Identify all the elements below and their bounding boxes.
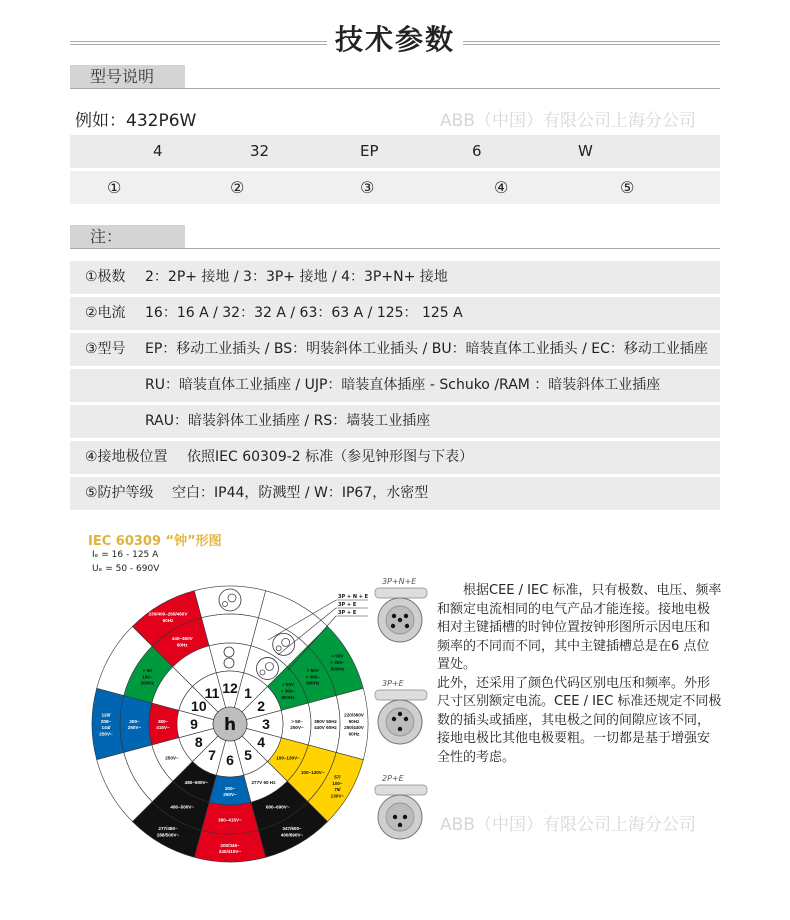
diagram-current: Iₑ = 16 - 125 A [92,550,159,560]
code-earth: 6 [472,142,482,160]
hour-number-8: 8 [194,734,203,750]
marker-4: ④ [494,178,509,197]
note-value: 空白：IP44，防溅型 / W：IP67，水密型 [172,485,429,501]
note-value: 16：16 A / 32：32 A / 63：63 A / 125： 125 A [145,305,463,321]
pin-icon [404,614,408,618]
sector-label: 347/600– 400/690V~ [280,826,304,838]
socket-lid-icon [375,588,427,598]
sector-label: 100–130V~ [300,769,325,775]
hour-number-11: 11 [204,684,220,701]
code-poles: 4 [153,142,163,160]
sector-label: > 50V > 300– 500Hz [280,682,296,700]
section-tab-notes: 注： [70,225,185,249]
pin-icon [393,815,397,819]
diagram-title: IEC 60309 “钟”形图 [88,534,222,549]
leader-label: 3P + N + E [338,594,369,600]
sector-label: 220/380V 50Hz 250/440V 60Hz [344,712,364,737]
pin-icon [398,823,402,827]
marker-2: ② [230,178,245,197]
clock-sector-h3-ring2 [308,696,340,753]
pin-icon [405,624,409,628]
marker-1: ① [107,178,122,197]
note-value: 依照IEC 60309-2 标准（参见钟形图与下表） [187,449,474,465]
hour-number-9: 9 [190,716,198,732]
model-example: 例如：432P6W [75,111,197,131]
hour-number-12: 12 [222,680,238,696]
code-type: EP [360,142,379,160]
pin-icon [403,815,407,819]
sector-label: > 50– 250V~ [290,718,304,731]
leader-label: 3P + E [338,610,357,616]
clock-sector-h3-ring3 [336,688,368,759]
clock-sector-h9-ring2 [120,696,152,753]
pin-icon [398,712,402,716]
diagram-voltage: Uₑ = 50 - 690V [92,564,160,574]
note-label: ⑤防护等级 [85,485,154,501]
pin-icon [392,717,396,721]
note-value: 2：2P+ 接地 / 3：3P+ 接地 / 4：3P+N+ 接地 [145,269,448,285]
sector-label: 480–500V~ [170,804,195,810]
description-paragraph: 根据CEE / IEC 标准，只有极数、电压、频率和额定电流相同的电气产品才能连接。接地电极相对主键插槽的时钟位置按钟形图所示因电压和频率的不同而不同，其中主键插槽总是在6 点位置处。 [437,583,722,672]
socket-label: 3P+N+E [382,577,417,586]
pin-icon [398,618,402,622]
note-value: RAU：暗装斜体工业插座 / RS：墙装工业插座 [145,413,431,429]
description-paragraph: 此外，还采用了颜色代码区别电压和频率。外形尺寸区别额定电流。CEE / IEC 标准还规定不同极数的插头或插座，其电极之间的间隙应该不同，接地电极比其他电极要粗。一切都是基于增强安全性的考虑。 [437,675,722,765]
code-current: 32 [250,142,270,160]
page-title-text: 技术参数 [327,23,463,56]
sector-label: > 50 100– 300Hz [140,667,154,686]
socket-label: 2P+E [382,774,404,783]
sector-label: 440–460V 60Hz [171,636,193,648]
sector-label: 100–130V~ [276,755,300,761]
pin-icon [404,717,408,721]
pin-icon [392,614,396,618]
sector-label: 277V 60 Hz [251,780,276,786]
hour-number-3: 3 [262,716,270,732]
note-label: ④接地极位置 [85,449,168,465]
sector-label: 120/ 208– 144/ 250V~ [99,712,113,737]
socket-label: 3P+E [382,679,404,688]
hour-number-5: 5 [244,747,252,764]
sector-label: > 50V > 300– 500Hz [305,667,320,686]
watermark: ABB（中国）有限公司上海分公司 [440,815,696,835]
note-label: ①极数 [85,269,126,285]
pin-icon [398,727,402,731]
sector-label: > 50V > 300– 500Hz [330,653,345,672]
socket-lid-icon [375,690,427,700]
section-tab-model: 型号说明 [70,65,185,89]
note-label: ③型号 [85,341,126,357]
hour-number-6: 6 [226,752,234,768]
sector-label: 600–690V~ [265,804,290,810]
leader-label: 3P + E [338,602,357,608]
pin-icon [391,624,395,628]
clock-sector-h9-ring3 [92,688,124,759]
sector-label: 200– 250V~ [223,785,237,798]
hour-number-4: 4 [257,734,266,750]
watermark: ABB（中国）有限公司上海分公司 [440,111,696,131]
sector-label: 480–500V~ [184,780,209,786]
sector-label: 200– 250V~ [127,718,142,731]
clock-sector-h12-ring2 [202,614,259,646]
sector-label: 57/ 100– 75/ 130V~ [330,774,345,799]
hour-number-2: 2 [257,698,266,714]
sector-label: 277/480– 288/500V~ [156,826,180,838]
description [437,582,722,767]
marker-3: ③ [360,178,375,197]
note-value: EP：移动工业插头 / BS：明装斜体工业插头 / BU：暗装直体工业插头 / EC：移动工业插座 [145,341,708,357]
sector-label: 250V~ [165,755,179,761]
sector-label: 230/400–265/460V 60Hz [148,611,188,623]
sector-label: 200/346– 240/415V~ [218,842,242,855]
marker-5: ⑤ [620,178,635,197]
clock-sector-h12-ring3 [194,586,265,618]
note-label: ②电流 [85,305,126,321]
socket-lid-icon [375,785,427,795]
hour-number-7: 7 [208,747,216,764]
hub-label: h [223,715,237,735]
code-protection: W [578,142,593,160]
hour-number-10: 10 [191,698,207,714]
hour-number-1: 1 [244,684,252,701]
sector-label: 380V 50Hz 440V 60Hz [314,718,337,731]
sector-label: 380– 415V~ [156,718,170,731]
note-value: RU：暗装直体工业插座 / UJP：暗装直体插座 - Schuko /RAM ：暗装斜体工业插座 [145,377,661,393]
sector-label: 380–415V~ [218,817,242,823]
